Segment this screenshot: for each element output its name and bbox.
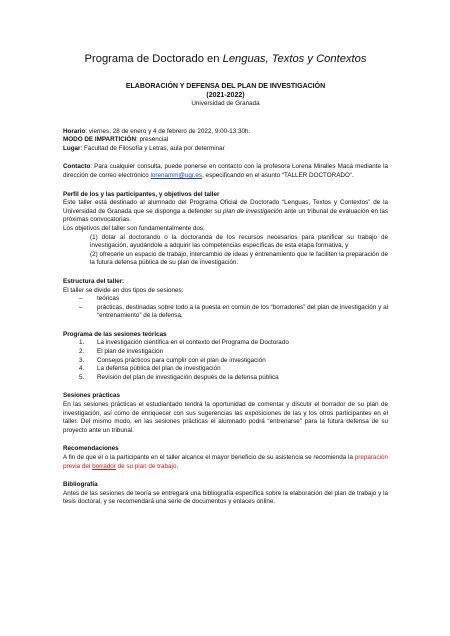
list-item: 4. La defensa pública del plan de investigación	[79, 365, 221, 373]
list-item: 3. Consejos prácticos para cumplir con el plan de investigación	[79, 356, 266, 364]
subtitle-years: (2021-2022)	[206, 92, 245, 99]
estructura-list	[63, 295, 388, 321]
list-item: 2. El plan de investigación	[79, 348, 164, 356]
objetivos-intro: Los objetivos del taller son fundamentalmente dos:	[63, 224, 205, 232]
perfil-paragraph: Este taller está destinado al alumnado del Programa Oficial de Doctorado “Lenguas, Textos y Contextos” de la Universidad de Granada que se disponga a defender su plan de investigación ante un tribunal de evaluación en las próximas convocatorias.	[63, 199, 388, 224]
bibliografia-paragraph: Antes de las sesiones de teoría se entregará una bibliografía específica sobre la elaboración del plan de trabajo y la tesis doctoral, y se recomendará una serie de documentos y enlaces online.	[63, 489, 388, 506]
info-block	[63, 128, 388, 154]
title-text: Programa de Doctorado en	[84, 53, 223, 65]
programa-heading: Programa de las sesiones teóricas	[63, 330, 167, 338]
recomendaciones-paragraph: A fin de que el o la participante en el taller alcance el mayor beneficio de su asistencia se recomienda la preparación previa del borrador de su plan de trabajo.	[63, 454, 388, 470]
horario-line: Horario: viernes, 28 de enero y 4 de febrero de 2022, 9:00-13:30h.	[63, 127, 251, 135]
contacto-paragraph: Contacto: Para cualquier consulta, puede ponerse en contacto con la profesora Lorena Miralles Macá mediante la dirección de correo electrónico lorenamm@ugr.es, especificando en el asunto “TALLER DOCTORADO”.	[63, 163, 388, 179]
estructura-intro: El taller se divide en dos tipos de sesiones:	[63, 286, 184, 294]
bibliografia-heading: Bibliografía	[63, 481, 98, 489]
list-item: 1. La investigación científica en el contexto del Programa de Doctorado	[79, 339, 289, 347]
university-name: Universidad de Granada	[191, 100, 260, 107]
objetivo-2: (2) ofrecerle un espacio de trabajo, intercambio de ideas y entrenamiento que le faciliten la preparación de la futura defensa pública de su plan de investigación.	[90, 250, 388, 267]
subtitle-heading: ELABORACIÓN Y DEFENSA DEL PLAN DE INVESTIGACIÓN	[125, 83, 326, 90]
list-item: – prácticas, destinadas sobre todo a la puesta en común de los “borradores” del plan de investigación y al “entrenamiento” de la defensa.	[79, 303, 388, 320]
document-title	[63, 52, 388, 66]
modo-line: MODO DE IMPARTICIÓN: presencial	[63, 136, 169, 144]
programa-list	[63, 339, 388, 382]
subtitle-block	[63, 82, 388, 109]
highlight-underlined-text: borrador	[92, 462, 116, 470]
objetivo-1: (1) dotar al doctorando o la doctoranda de los recursos necesarios para planificar su trabajo de investigación, ayudándole a adquirir las competencias específicas de esta etapa formativa, y	[90, 233, 388, 250]
list-item: 5. Revisión del plan de investigación después de la defensa pública	[79, 373, 279, 381]
list-item: – teóricas	[79, 295, 120, 303]
estructura-heading: Estructura del taller:	[63, 277, 125, 285]
highlight-text: de su plan de trabajo	[115, 462, 177, 470]
perfil-heading: Perfil de los y las participantes, y objetivos del taller	[63, 190, 220, 198]
practicas-heading: Sesiones prácticas	[63, 392, 121, 400]
lugar-line: Lugar: Facultad de Filosofía y Letras, aula por determinar	[63, 144, 225, 152]
email-link[interactable]: lorenamm@ugr.es	[150, 171, 203, 179]
recomendaciones-heading: Recomendaciones	[63, 445, 119, 453]
title-italic-text: Lenguas, Textos y Contextos	[222, 53, 367, 65]
highlight-text: preparación previa del	[63, 454, 388, 470]
practicas-paragraph: En las sesiones prácticas el estudiantado tendrá la oportunidad de comentar y discutir el borrador de su plan de investigación, así como de enriquecer con sus sugerencias las exposiciones de las y los otros participantes en el taller. Del mismo modo, en las sesiones prácticas el alumnado podrá “entrenarse” para la futura defensa de su proyecto ante un tribunal.	[63, 401, 388, 434]
